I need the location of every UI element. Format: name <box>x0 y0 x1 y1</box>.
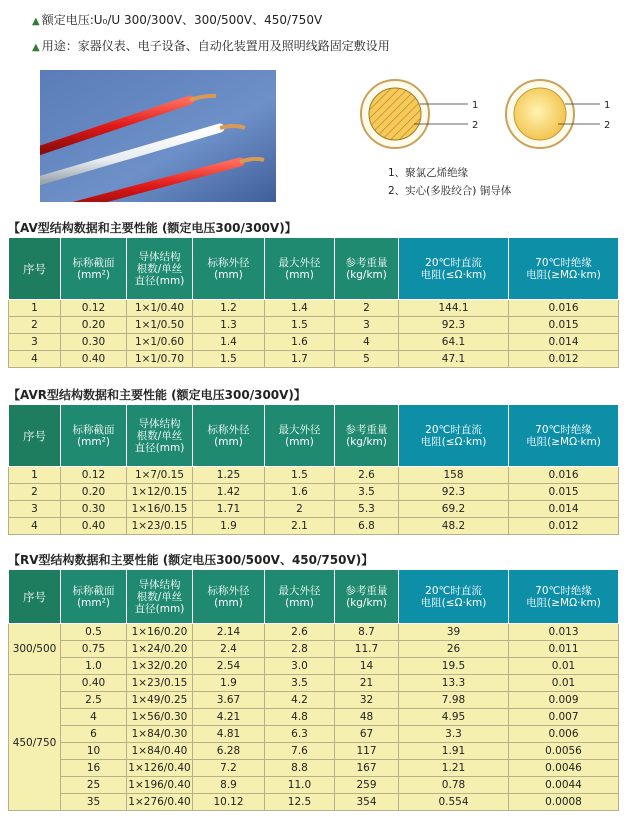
table-cell: 0.016 <box>509 300 619 317</box>
header-max-od: 最大外径 (mm) <box>265 238 335 300</box>
table-cell: 0.013 <box>509 624 619 641</box>
table-cell: 5 <box>335 351 399 368</box>
table-cell: 1.6 <box>265 334 335 351</box>
table-cell: 0.016 <box>509 467 619 484</box>
table-cell: 14 <box>335 658 399 675</box>
table-cell: 354 <box>335 794 399 811</box>
callout-2: 2 <box>472 120 479 131</box>
table-cell: 10.12 <box>193 794 265 811</box>
table-cell: 1×1/0.50 <box>127 317 193 334</box>
table-cell: 144.1 <box>399 300 509 317</box>
avr-section-title: 【AVR型结构数据和主要性能 (额定电压300/300V)】 <box>8 388 306 402</box>
table-cell: 6.8 <box>335 518 399 535</box>
header-weight: 参考重量 (kg/km) <box>335 570 399 624</box>
table-cell: 8.7 <box>335 624 399 641</box>
table-cell: 4.81 <box>193 726 265 743</box>
table-row <box>9 518 619 535</box>
table-cell: 0.012 <box>509 518 619 535</box>
stranded-conductor <box>369 88 421 140</box>
header-section: 标称截面 (mm²) <box>61 405 127 467</box>
avr-spec-table <box>8 404 619 535</box>
table-cell: 69.2 <box>399 501 509 518</box>
table-cell: 3.5 <box>335 484 399 501</box>
table-cell: 0.30 <box>61 501 127 518</box>
usage-line <box>32 38 390 56</box>
table-cell: 0.20 <box>61 317 127 334</box>
table-cell: 1×49/0.25 <box>127 692 193 709</box>
table-row <box>9 658 619 675</box>
table-row <box>9 743 619 760</box>
table-cell: 3.0 <box>265 658 335 675</box>
table-cell: 1×24/0.20 <box>127 641 193 658</box>
table-cell: 1.7 <box>265 351 335 368</box>
header-od: 标称外径 (mm) <box>193 405 265 467</box>
triangle-bullet-icon: ▲ <box>32 16 40 27</box>
table-cell: 0.0046 <box>509 760 619 777</box>
voltage-group-cell: 450/750 <box>9 675 61 811</box>
table-cell: 19.5 <box>399 658 509 675</box>
table-cell: 0.0008 <box>509 794 619 811</box>
table-cell: 21 <box>335 675 399 692</box>
table-cell: 1×276/0.40 <box>127 794 193 811</box>
callout-2b: 2 <box>604 120 611 131</box>
table-row <box>9 692 619 709</box>
table-cell: 1×1/0.40 <box>127 300 193 317</box>
table-cell: 0.30 <box>61 334 127 351</box>
table-cell: 3.5 <box>265 675 335 692</box>
table-cell: 1.42 <box>193 484 265 501</box>
table-cell: 0.40 <box>61 675 127 692</box>
table-cell: 1×196/0.40 <box>127 777 193 794</box>
table-cell: 1.71 <box>193 501 265 518</box>
table-cell: 1.3 <box>193 317 265 334</box>
table-cell: 0.01 <box>509 658 619 675</box>
table-cell: 11.7 <box>335 641 399 658</box>
header-insulation-resistance: 70℃时绝缘 电阻(≥MΩ·km) <box>509 238 619 300</box>
table-cell: 1.91 <box>399 743 509 760</box>
header-conductor: 导体结构 根数/单丝 直径(mm) <box>127 405 193 467</box>
header-dc-resistance: 20℃时直流 电阻(≤Ω·km) <box>399 570 509 624</box>
table-cell: 0.006 <box>509 726 619 743</box>
table-cell: 2.6 <box>265 624 335 641</box>
header-insulation-resistance: 70℃时绝缘 电阻(≥MΩ·km) <box>509 405 619 467</box>
table-row <box>9 675 619 692</box>
table-header-row <box>9 405 619 467</box>
table-cell: 1×12/0.15 <box>127 484 193 501</box>
rv-section-title: 【RV型结构数据和主要性能 (额定电压300/500V、450/750V)】 <box>8 553 374 567</box>
table-cell: 1×1/0.60 <box>127 334 193 351</box>
table-cell: 26 <box>399 641 509 658</box>
table-cell: 2 <box>9 484 61 501</box>
rated-voltage-line <box>32 12 322 30</box>
table-cell: 39 <box>399 624 509 641</box>
cable-photo-illustration <box>40 70 276 202</box>
voltage-group-cell: 300/500 <box>9 624 61 675</box>
table-cell: 4.2 <box>265 692 335 709</box>
table-cell: 6 <box>61 726 127 743</box>
table-cell: 3.3 <box>399 726 509 743</box>
table-row <box>9 709 619 726</box>
table-cell: 1.25 <box>193 467 265 484</box>
table-cell: 1×126/0.40 <box>127 760 193 777</box>
table-cell: 0.0056 <box>509 743 619 760</box>
table-cell: 11.0 <box>265 777 335 794</box>
table-cell: 1 <box>9 467 61 484</box>
header-dc-resistance: 20℃时直流 电阻(≤Ω·km) <box>399 238 509 300</box>
table-cell: 4 <box>335 334 399 351</box>
legend-conductor: 2、实心(多股绞合) 铜导体 <box>388 185 512 197</box>
table-cell: 3 <box>9 334 61 351</box>
table-cell: 7.98 <box>399 692 509 709</box>
table-cell: 4 <box>61 709 127 726</box>
table-header-row <box>9 570 619 624</box>
table-cell: 0.014 <box>509 501 619 518</box>
table-row <box>9 624 619 641</box>
header-section: 标称截面 (mm²) <box>61 238 127 300</box>
table-row <box>9 794 619 811</box>
table-row <box>9 484 619 501</box>
table-cell: 4.95 <box>399 709 509 726</box>
table-cell: 4 <box>9 351 61 368</box>
table-cell: 1.4 <box>193 334 265 351</box>
table-cell: 0.009 <box>509 692 619 709</box>
table-cell: 1.21 <box>399 760 509 777</box>
header-conductor: 导体结构 根数/单丝 直径(mm) <box>127 570 193 624</box>
table-cell: 2.5 <box>61 692 127 709</box>
table-cell: 6.3 <box>265 726 335 743</box>
callout-1b: 1 <box>604 100 611 111</box>
av-spec-table <box>8 237 619 368</box>
table-cell: 35 <box>61 794 127 811</box>
table-cell: 1×84/0.30 <box>127 726 193 743</box>
table-cell: 92.3 <box>399 484 509 501</box>
table-cell: 1×7/0.15 <box>127 467 193 484</box>
table-cell: 1.9 <box>193 675 265 692</box>
callout-1: 1 <box>472 100 479 111</box>
table-row <box>9 501 619 518</box>
table-cell: 1.4 <box>265 300 335 317</box>
table-row <box>9 777 619 794</box>
table-cell: 2.8 <box>265 641 335 658</box>
table-cell: 0.40 <box>61 351 127 368</box>
table-cell: 2.14 <box>193 624 265 641</box>
table-cell: 1.9 <box>193 518 265 535</box>
table-cell: 0.007 <box>509 709 619 726</box>
header-weight: 参考重量 (kg/km) <box>335 238 399 300</box>
cross-section-svg <box>350 78 620 202</box>
table-cell: 5.3 <box>335 501 399 518</box>
table-cell: 2 <box>335 300 399 317</box>
table-cell: 1×56/0.30 <box>127 709 193 726</box>
table-cell: 0.78 <box>399 777 509 794</box>
legend-insulation: 1、聚氯乙烯绝缘 <box>388 167 469 179</box>
table-cell: 0.12 <box>61 467 127 484</box>
table-cell: 167 <box>335 760 399 777</box>
av-table-body <box>9 300 619 368</box>
table-cell: 0.20 <box>61 484 127 501</box>
header-max-od: 最大外径 (mm) <box>265 405 335 467</box>
table-cell: 1.5 <box>193 351 265 368</box>
table-cell: 2.1 <box>265 518 335 535</box>
header-conductor: 导体结构 根数/单丝 直径(mm) <box>127 238 193 300</box>
header-no: 序号 <box>9 405 61 467</box>
table-row <box>9 641 619 658</box>
table-cell: 1×84/0.40 <box>127 743 193 760</box>
avr-table-body <box>9 467 619 535</box>
table-cell: 7.2 <box>193 760 265 777</box>
table-cell: 3 <box>335 317 399 334</box>
table-cell: 3.67 <box>193 692 265 709</box>
av-section-title: 【AV型结构数据和主要性能 (额定电压300/300V)】 <box>8 221 297 235</box>
table-cell: 3 <box>9 501 61 518</box>
table-row <box>9 334 619 351</box>
table-cell: 1.2 <box>193 300 265 317</box>
table-row <box>9 351 619 368</box>
triangle-bullet-icon: ▲ <box>32 42 40 53</box>
table-row <box>9 467 619 484</box>
header-weight: 参考重量 (kg/km) <box>335 405 399 467</box>
table-cell: 48 <box>335 709 399 726</box>
table-cell: 1×16/0.20 <box>127 624 193 641</box>
rated-voltage-text: 额定电压:U₀/U 300/300V、300/500V、450/750V <box>41 13 323 27</box>
table-cell: 4 <box>9 518 61 535</box>
table-cell: 0.014 <box>509 334 619 351</box>
table-cell: 1.5 <box>265 467 335 484</box>
table-cell: 2.4 <box>193 641 265 658</box>
solid-conductor <box>514 88 566 140</box>
table-cell: 4.8 <box>265 709 335 726</box>
table-cell: 1×1/0.70 <box>127 351 193 368</box>
table-cell: 12.5 <box>265 794 335 811</box>
table-row <box>9 726 619 743</box>
table-cell: 6.28 <box>193 743 265 760</box>
header-insulation-resistance: 70℃时绝缘 电阻(≥MΩ·km) <box>509 570 619 624</box>
table-header-row <box>9 238 619 300</box>
table-cell: 158 <box>399 467 509 484</box>
header-max-od: 最大外径 (mm) <box>265 570 335 624</box>
table-row <box>9 760 619 777</box>
table-cell: 117 <box>335 743 399 760</box>
table-cell: 0.012 <box>509 351 619 368</box>
table-cell: 4.21 <box>193 709 265 726</box>
table-cell: 0.015 <box>509 484 619 501</box>
table-cell: 0.554 <box>399 794 509 811</box>
table-row <box>9 317 619 334</box>
table-row <box>9 300 619 317</box>
table-cell: 2.54 <box>193 658 265 675</box>
table-cell: 48.2 <box>399 518 509 535</box>
table-cell: 13.3 <box>399 675 509 692</box>
table-cell: 0.75 <box>61 641 127 658</box>
table-cell: 0.12 <box>61 300 127 317</box>
header-no: 序号 <box>9 570 61 624</box>
table-cell: 0.01 <box>509 675 619 692</box>
table-cell: 92.3 <box>399 317 509 334</box>
table-cell: 2 <box>265 501 335 518</box>
table-cell: 47.1 <box>399 351 509 368</box>
table-cell: 1.0 <box>61 658 127 675</box>
table-cell: 0.015 <box>509 317 619 334</box>
table-cell: 8.9 <box>193 777 265 794</box>
cable-product-photo <box>40 70 276 202</box>
table-cell: 0.0044 <box>509 777 619 794</box>
table-cell: 1×16/0.15 <box>127 501 193 518</box>
table-cell: 32 <box>335 692 399 709</box>
table-cell: 64.1 <box>399 334 509 351</box>
table-cell: 10 <box>61 743 127 760</box>
table-cell: 7.6 <box>265 743 335 760</box>
header-od: 标称外径 (mm) <box>193 570 265 624</box>
table-cell: 1×23/0.15 <box>127 518 193 535</box>
header-no: 序号 <box>9 238 61 300</box>
usage-text: 用途：家器仪表、电子设备、自动化装置用及照明线路固定敷设用 <box>41 39 390 53</box>
header-section: 标称截面 (mm²) <box>61 570 127 624</box>
table-cell: 67 <box>335 726 399 743</box>
rv-spec-table <box>8 569 619 811</box>
table-cell: 0.5 <box>61 624 127 641</box>
rv-table-body <box>9 624 619 811</box>
table-cell: 1.6 <box>265 484 335 501</box>
table-cell: 25 <box>61 777 127 794</box>
table-cell: 2.6 <box>335 467 399 484</box>
table-cell: 1×23/0.15 <box>127 675 193 692</box>
table-cell: 1 <box>9 300 61 317</box>
table-cell: 259 <box>335 777 399 794</box>
table-cell: 16 <box>61 760 127 777</box>
table-cell: 8.8 <box>265 760 335 777</box>
cable-cross-section-diagram <box>350 78 620 202</box>
header-od: 标称外径 (mm) <box>193 238 265 300</box>
table-cell: 0.011 <box>509 641 619 658</box>
table-cell: 1×32/0.20 <box>127 658 193 675</box>
table-cell: 0.40 <box>61 518 127 535</box>
table-cell: 2 <box>9 317 61 334</box>
header-dc-resistance: 20℃时直流 电阻(≤Ω·km) <box>399 405 509 467</box>
table-cell: 1.5 <box>265 317 335 334</box>
